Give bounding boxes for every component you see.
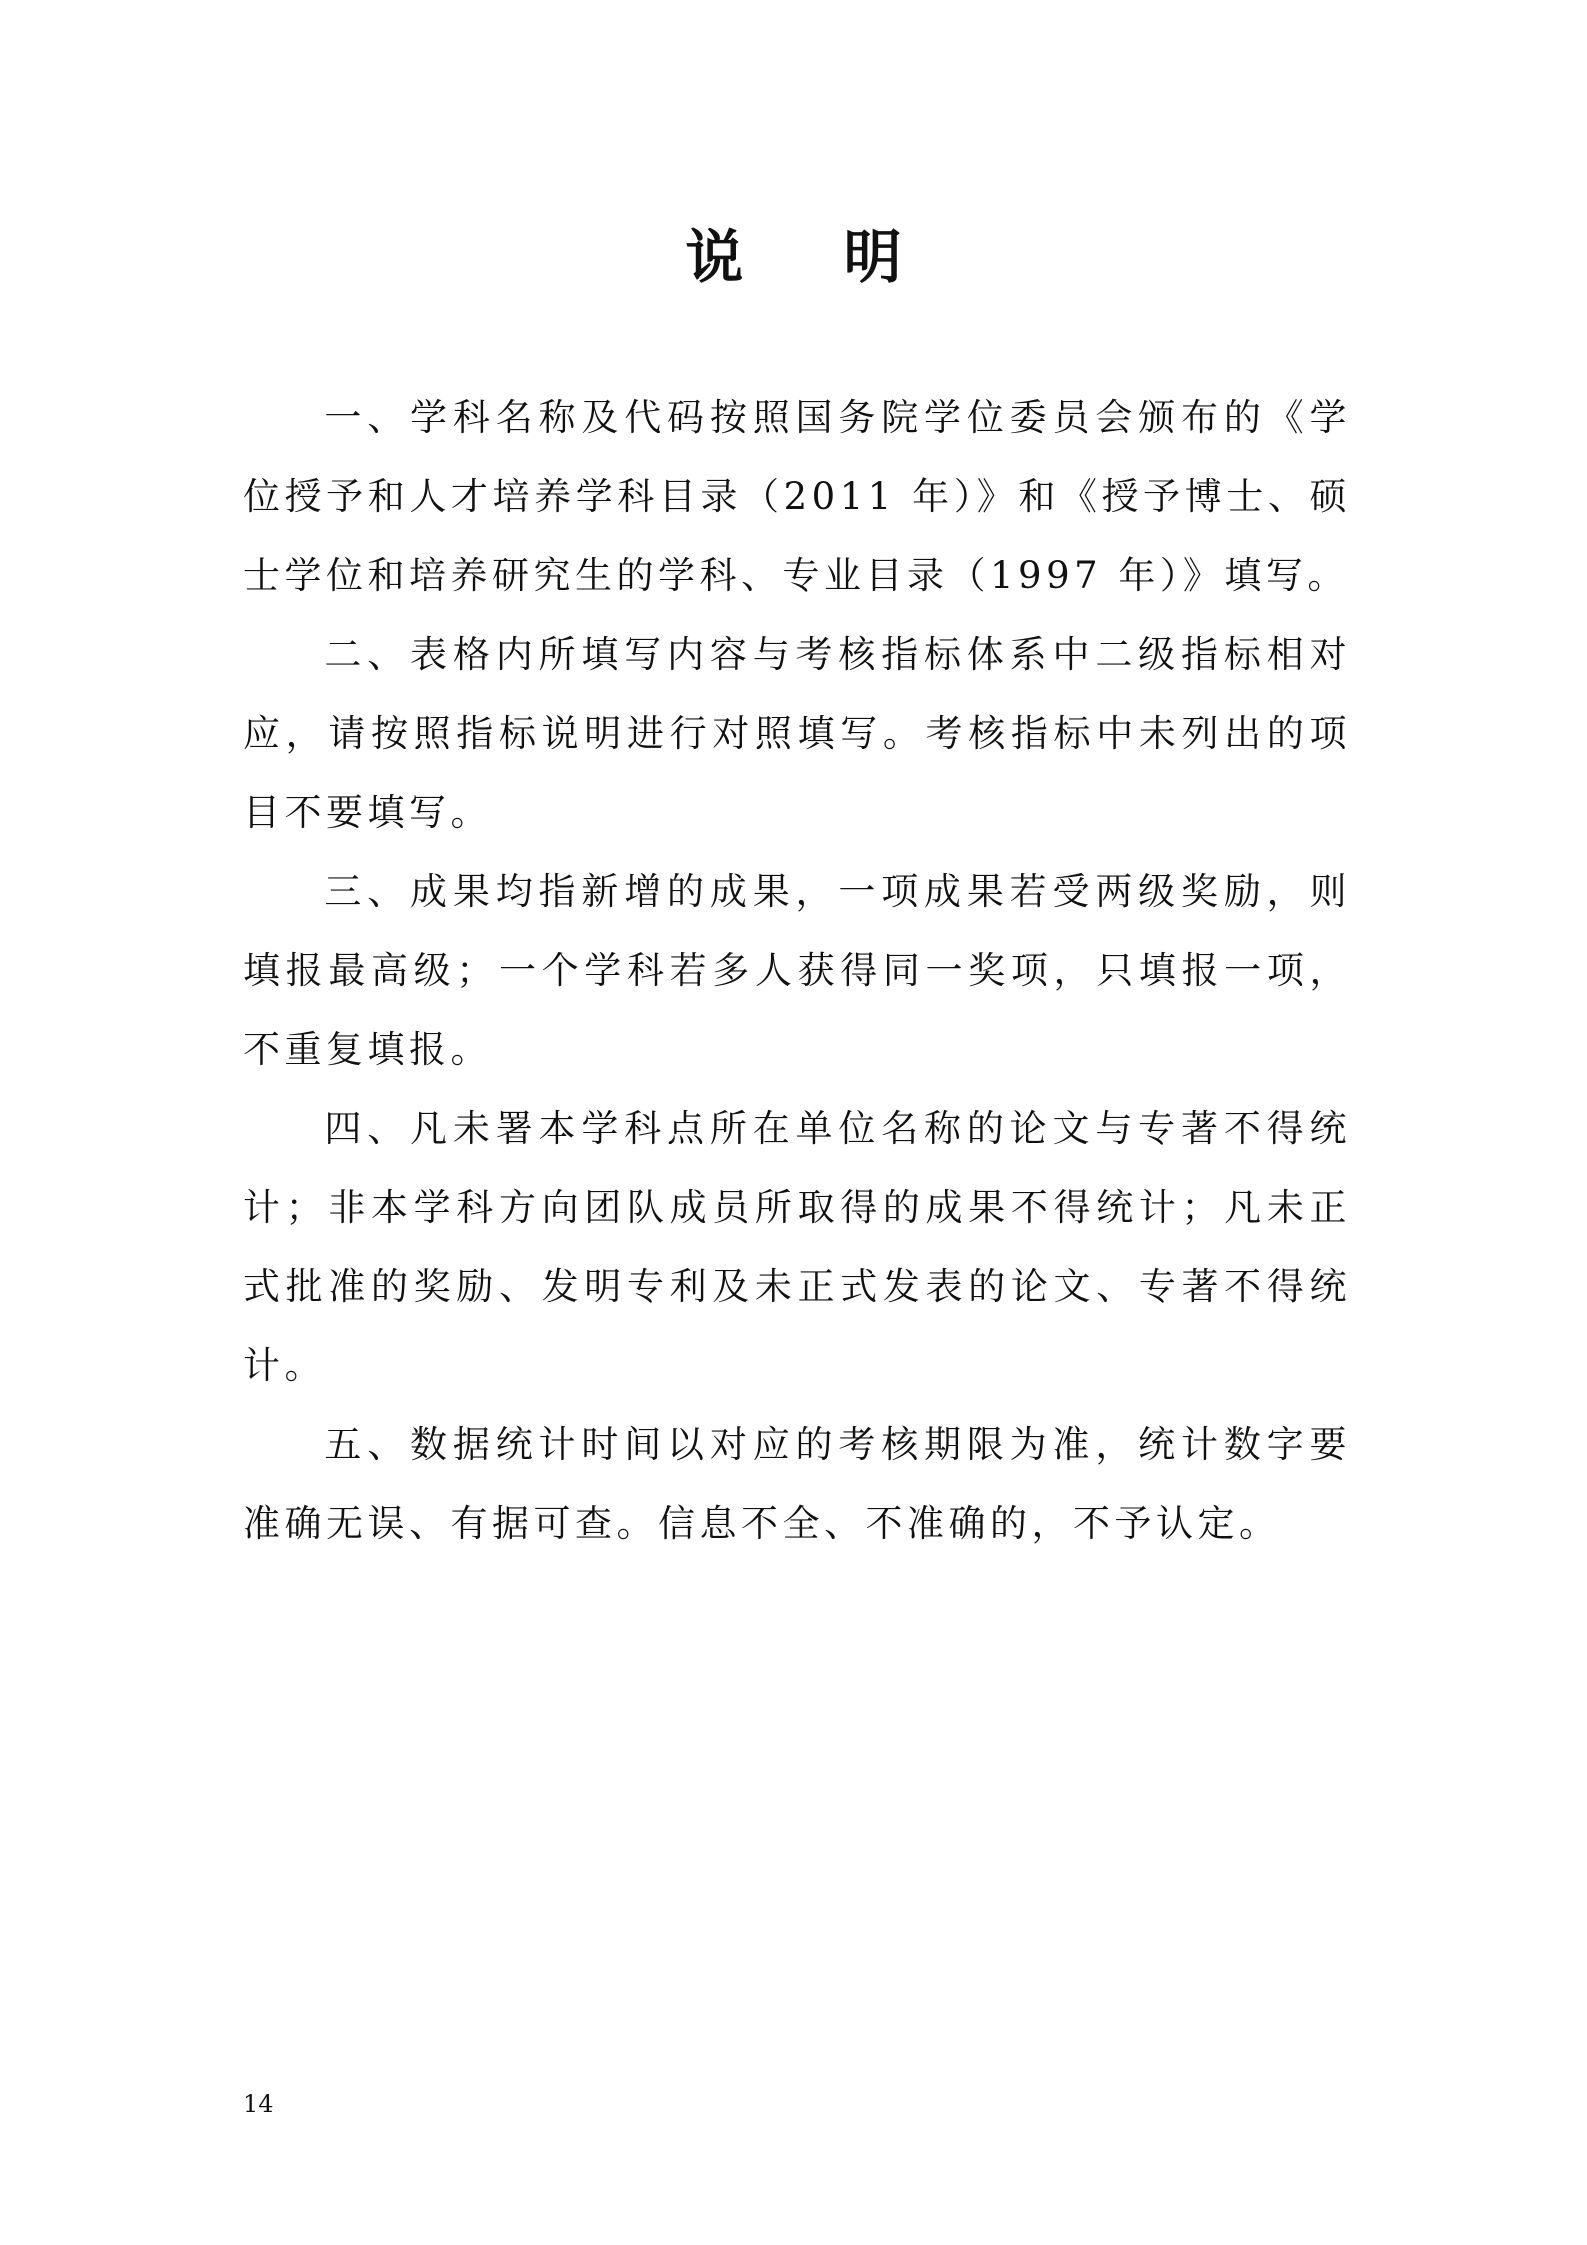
instructions-body (243, 378, 1351, 1563)
page-title: 说 明 (685, 223, 942, 291)
page-number: 14 (243, 2090, 274, 2118)
instruction-paragraph-2: 二、表格内所填写内容与考核指标体系中二级指标相对应，请按照指标说明进行对照填写。考核指标中未列出的项目不要填写。 (243, 633, 1351, 834)
instruction-paragraph-5: 五、数据统计时间以对应的考核期限为准，统计数字要准确无误、有据可查。信息不全、不准确的，不予认定。 (243, 1423, 1351, 1545)
instruction-paragraph-1: 一、学科名称及代码按照国务院学位委员会颁布的《学位授予和人才培养学科目录（2011 年）》和《授予博士、硕士学位和培养研究生的学科、专业目录（1997 年）》填写。 (243, 396, 1351, 597)
instruction-paragraph-3: 三、成果均指新增的成果，一项成果若受两级奖励，则填报最高级；一个学科若多人获得同一奖项，只填报一项，不重复填报。 (243, 870, 1351, 1071)
instruction-paragraph-4: 四、凡未署本学科点所在单位名称的论文与专著不得统计；非本学科方向团队成员所取得的成果不得统计；凡未正式批准的奖励、发明专利及未正式发表的论文、专著不得统计。 (243, 1107, 1351, 1387)
